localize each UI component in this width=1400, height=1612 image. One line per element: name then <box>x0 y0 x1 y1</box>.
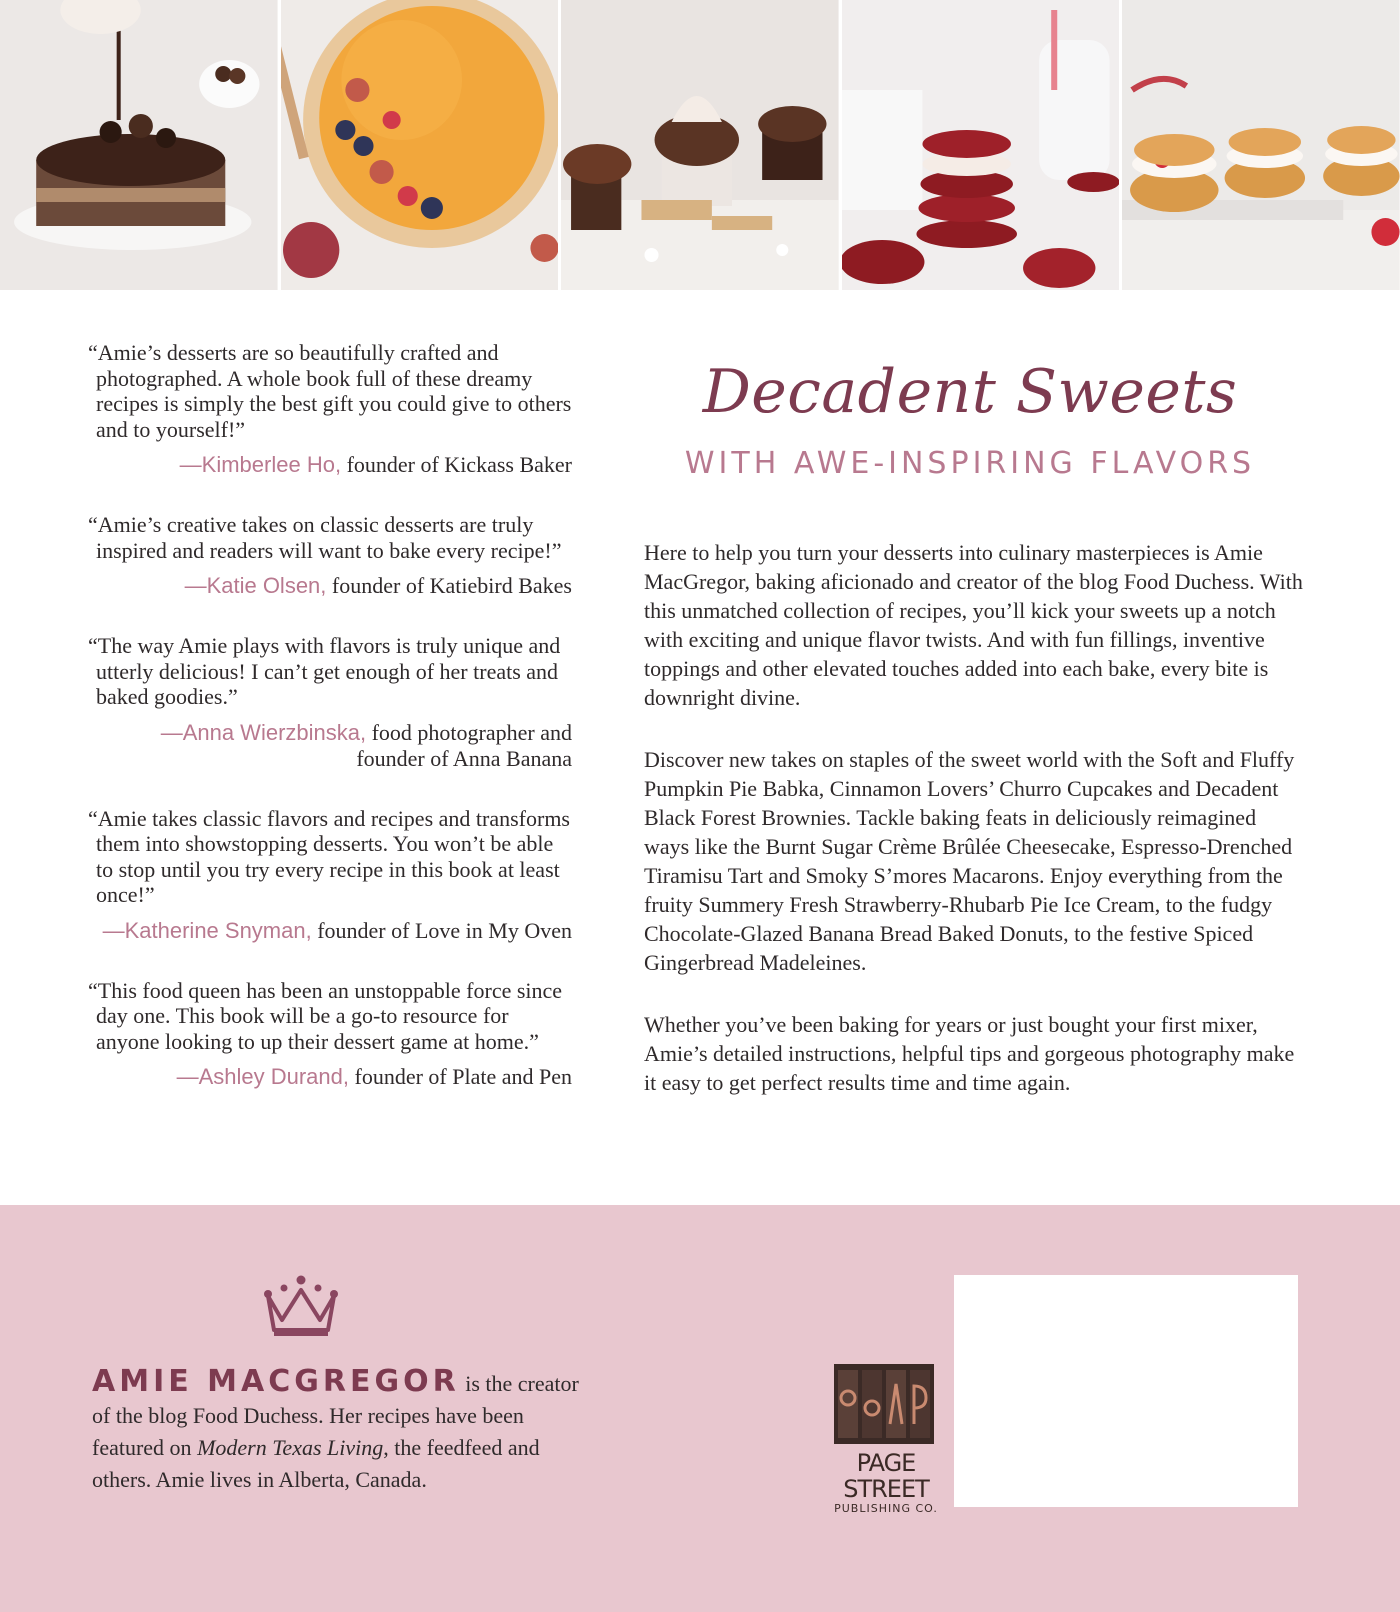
script-title: Decadent Sweets <box>702 357 1238 427</box>
author-bio <box>92 1366 592 1496</box>
headline <box>640 352 1300 481</box>
testimonial-author: —Ashley Durand, <box>176 1064 349 1089</box>
strawberry-cream-puffs-photo <box>1122 0 1400 290</box>
description-paragraph: Here to help you turn your desserts into culinary masterpieces is Amie MacGregor, baking aficionado and creator of the blog Food Duchess. With this unmatched collection of recipes, you’ll kick your sweets up a notch with exciting and unique flavor twists. And with fun fillings, inventive toppings and other elevated touches added into each bake, every bite is downright divine. <box>644 540 1303 710</box>
testimonial-quote: “Amie takes classic flavors and recipes and transforms them into showstopping desserts. You won’t be able to stop until you try every recipe in this book at least once!” <box>88 805 570 907</box>
testimonial <box>88 633 572 772</box>
bio-text: is the creator of the blog Food Duchess. Her recipes have been featured on <box>92 1371 579 1460</box>
testimonial-attribution <box>88 1064 572 1090</box>
testimonial-role: founder of Kickass Baker <box>346 452 572 477</box>
testimonial-author: —Katie Olsen, <box>184 573 327 598</box>
subtitle: WITH AWE-INSPIRING FLAVORS <box>684 446 1256 481</box>
testimonial-attribution <box>88 452 572 478</box>
testimonial-attribution <box>88 720 572 772</box>
publisher-logo <box>834 1364 938 1515</box>
testimonial-quote: “Amie’s desserts are so beautifully crafted and photographed. A whole book full of these dreamy recipes is simply the best gift you could give to others and to yourself!” <box>88 340 572 442</box>
testimonial-role: founder of Plate and Pen <box>354 1064 572 1089</box>
smores-cupcakes-photo <box>561 0 842 290</box>
testimonials-column <box>88 340 572 1124</box>
testimonial-author: —Anna Wierzbinska, <box>160 719 367 745</box>
testimonial <box>88 806 572 944</box>
testimonial <box>88 340 572 478</box>
testimonial <box>88 978 572 1091</box>
description-paragraph: Discover new takes on staples of the sweet world with the Soft and Fluffy Pumpkin Pie Babka, Cinnamon Lovers’ Churro Cupcakes and Decadent Black Forest Brownies. Tackle baking feats in deliciously reimagined ways like the Burnt Sugar Crème Brûlée Cheesecake, Espresso-Drenched Tiramisu Tart and Smoky S’mores Macarons. Enjoy everything from the fruity Summery Fresh Strawberry-Rhubarb Pie Ice Cream, to the fudgy Chocolate-Glazed Banana Bread Baked Donuts, to the festive Spiced Gingerbread Madeleines. <box>644 747 1295 975</box>
bio-text: , the feedfeed and others. Amie lives in Alberta, Canada. <box>92 1435 540 1492</box>
book-description <box>644 538 1304 1130</box>
layered-mousse-cake-photo <box>0 0 281 290</box>
publisher-name: PAGE STREET <box>843 1449 929 1503</box>
barcode-placeholder <box>954 1275 1298 1507</box>
testimonial-author: —Kimberlee Ho, <box>179 452 342 477</box>
letterpress-type-icon <box>834 1364 934 1444</box>
testimonial-attribution <box>88 918 572 944</box>
description-paragraph: Whether you’ve been baking for years or just bought your first mixer, Amie’s detailed instructions, helpful tips and gorgeous photography make it easy to get perfect results time and time again. <box>644 1012 1295 1095</box>
red-velvet-cookies-photo <box>842 0 1123 290</box>
testimonial-attribution <box>88 573 572 599</box>
publisher-subtitle: PUBLISHING CO. <box>834 1502 938 1515</box>
testimonial-quote: “This food queen has been an unstoppable force since day one. This book will be a go-to resource for anyone looking to up their dessert game at home.” <box>88 977 563 1054</box>
creme-brulee-tart-photo <box>281 0 562 290</box>
bio-magazine: Modern Texas Living <box>197 1435 384 1460</box>
crown-icon <box>262 1274 340 1338</box>
testimonial <box>88 512 572 599</box>
photo-strip <box>0 0 1400 290</box>
testimonial-role: food photographer and founder of Anna Banana <box>356 719 572 771</box>
author-name: AMIE MACGREGOR <box>92 1364 460 1399</box>
testimonial-quote: “The way Amie plays with flavors is truly unique and utterly delicious! I can’t get enough of her treats and baked goodies.” <box>88 633 561 709</box>
testimonial-role: founder of Katiebird Bakes <box>331 573 572 598</box>
testimonial-quote: “Amie’s creative takes on classic desserts are truly inspired and readers will want to bake every recipe!” <box>88 512 562 563</box>
testimonial-author: —Katherine Snyman, <box>102 917 312 943</box>
testimonial-role: founder of Love in My Oven <box>317 917 572 943</box>
